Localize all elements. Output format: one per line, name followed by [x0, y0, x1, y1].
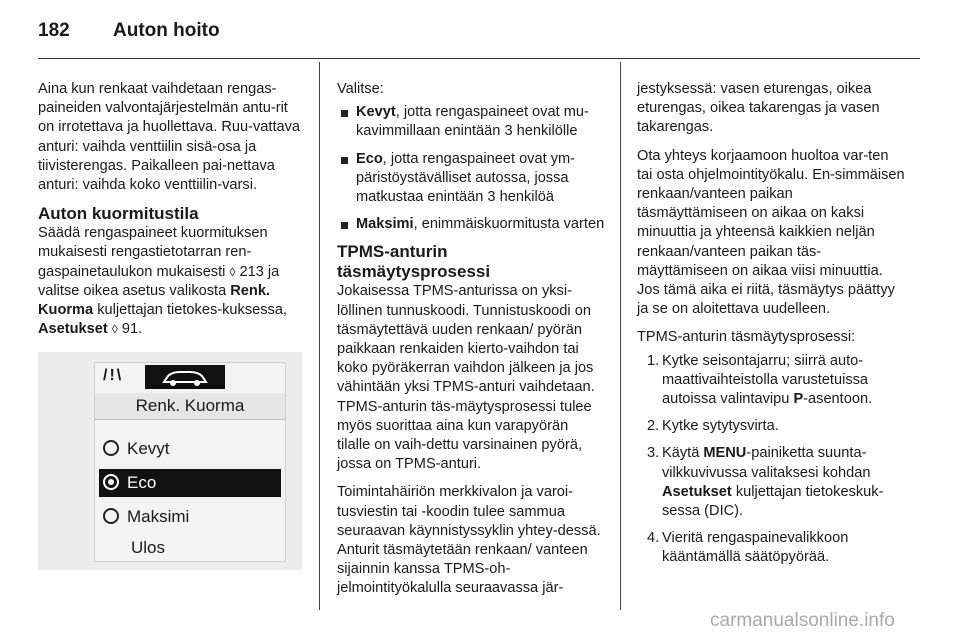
- page-ref-icon: ◊: [229, 264, 236, 279]
- process-intro: TPMS-anturin täsmäytysprosessi:: [637, 329, 856, 346]
- column-divider: [319, 62, 320, 610]
- page-number: 182: [38, 20, 70, 41]
- option-maksimi[interactable]: Maksimi: [99, 503, 281, 531]
- column-divider: [620, 62, 621, 610]
- step-item: 3. Käytä MENU-painiketta suunta-vilkkuvivussa valitaksesi kohdan Asetukset kuljettajan tietokeskuk-sessa (DIC).: [647, 445, 884, 520]
- step-item: 4. Vieritä rengaspainevalikkoon kääntämällä säätöpyörää.: [647, 530, 849, 566]
- page-ref[interactable]: 213: [239, 263, 264, 280]
- tyre-change-paragraph: Aina kun renkaat vaihdetaan rengas-paineiden valvontajärjestelmän antu-rit on irrotettava ja huollettava. Ruu-vattava anturi: vaihda venttiilin sisä-osa ja tiivisterengas. Paikalleen pai-nettava anturi: vaihda koko venttiilin-varsi.: [38, 81, 301, 194]
- service-paragraph: Ota yhteys korjaamoon huoltoa var-ten tai osta ohjelmointityökalu. En-simmäisen renkaan/vanteen paikan täsmäyttämiseen on aikaa on kaksi minuuttia ja yhteensä kaikkien neljän renkaan/vanteen paikan täs-mäyttämiseen on aikaa viisi minuuttia. Jos tämä aika ei riitä, täsmäytys päättyy ja se on aloitettava uudelleen.: [637, 147, 905, 318]
- load-paragraph: Säädä rengaspaineet kuormituksen mukaisesti rengastietotarran ren-gaspainetaulukon mukaisesti ◊ 213 ja valitse oikea asetus valikosta Renk. Kuorma kuljettajan tietokes-kuksessa, Asetukset ◊ 91.: [38, 225, 288, 338]
- select-intro: Valitse:: [337, 81, 384, 97]
- fault-paragraph: Toimintahäiriön merkkivalon ja varoi-tusviestin tai -koodin tulee sammua seuraavan käynnistyssyklin yhtey-dessä. Anturit täsmäytetään renkaan/ vanteen sijainnin kanssa TPMS-oh-jelmointityökalulla seuraavassa jär-: [337, 484, 601, 597]
- radio-icon: [103, 508, 119, 524]
- tpms-heading: TPMS-anturin täsmäytysprosessi: [337, 242, 491, 282]
- exit-option[interactable]: Ulos: [131, 538, 166, 557]
- option-kevyt[interactable]: Kevyt: [99, 435, 281, 463]
- radio-icon: [103, 440, 119, 456]
- dic-display: [94, 362, 286, 562]
- list-item: Kevyt, jotta rengaspaineet ovat mu-kavimmillaan enintään 3 henkilölle: [337, 103, 605, 141]
- option-eco[interactable]: Eco: [99, 469, 281, 497]
- watermark: carmanualsonline.info: [710, 610, 895, 631]
- column-3: [637, 80, 905, 576]
- header-rule: [38, 58, 920, 59]
- column-2: [337, 80, 605, 608]
- column-1: [38, 80, 303, 348]
- chapter-title: Auton hoito: [113, 20, 220, 41]
- radio-selected-icon: [103, 474, 119, 490]
- page-header: [38, 20, 220, 42]
- car-icon: [145, 365, 225, 389]
- list-item: Maksimi, enimmäiskuormitusta varten: [337, 215, 605, 234]
- page-ref[interactable]: 91.: [121, 321, 143, 338]
- warning-icon: /!\: [103, 367, 124, 384]
- order-paragraph: jestyksessä: vasen eturengas, oikea eturengas, oikea takarengas ja vasen takarengas.: [637, 81, 880, 136]
- list-item: Eco, jotta rengaspaineet ovat ym-päristöystävälliset autossa, jossa matkustaa enintään 3 henkilöä: [337, 150, 605, 208]
- menu-title: Renk. Kuorma: [95, 393, 285, 420]
- load-heading: Auton kuormitustila: [38, 204, 199, 224]
- step-item: 2. Kytke sytytysvirta.: [647, 418, 779, 435]
- step-item: 1. Kytke seisontajarru; siirrä auto-maattivaihteistolla varustetuissa autoissa valintavipu P-asentoon.: [647, 352, 873, 408]
- dic-menu-figure: [38, 352, 302, 570]
- tpms-paragraph: Jokaisessa TPMS-anturissa on yksi-löllinen tunnuskoodi. Tunnistuskoodi on täsmäytettävä uuden renkaan/ pyörän paikkaan renkaiden kierto-vaihdon tai koko pyöräkerran vaihdon jälkeen ja jos vähintään yksi TPMS-anturi vaihdetaan. TPMS-anturin täs-mäytysprosessi tulee myös suorittaa aina kun varapyörän tilalle on vaih-dettu varsinainen pyörä, jossa on TPMS-anturi.: [337, 283, 595, 473]
- display-topbar: [95, 363, 285, 389]
- page-ref-icon: ◊: [111, 322, 118, 337]
